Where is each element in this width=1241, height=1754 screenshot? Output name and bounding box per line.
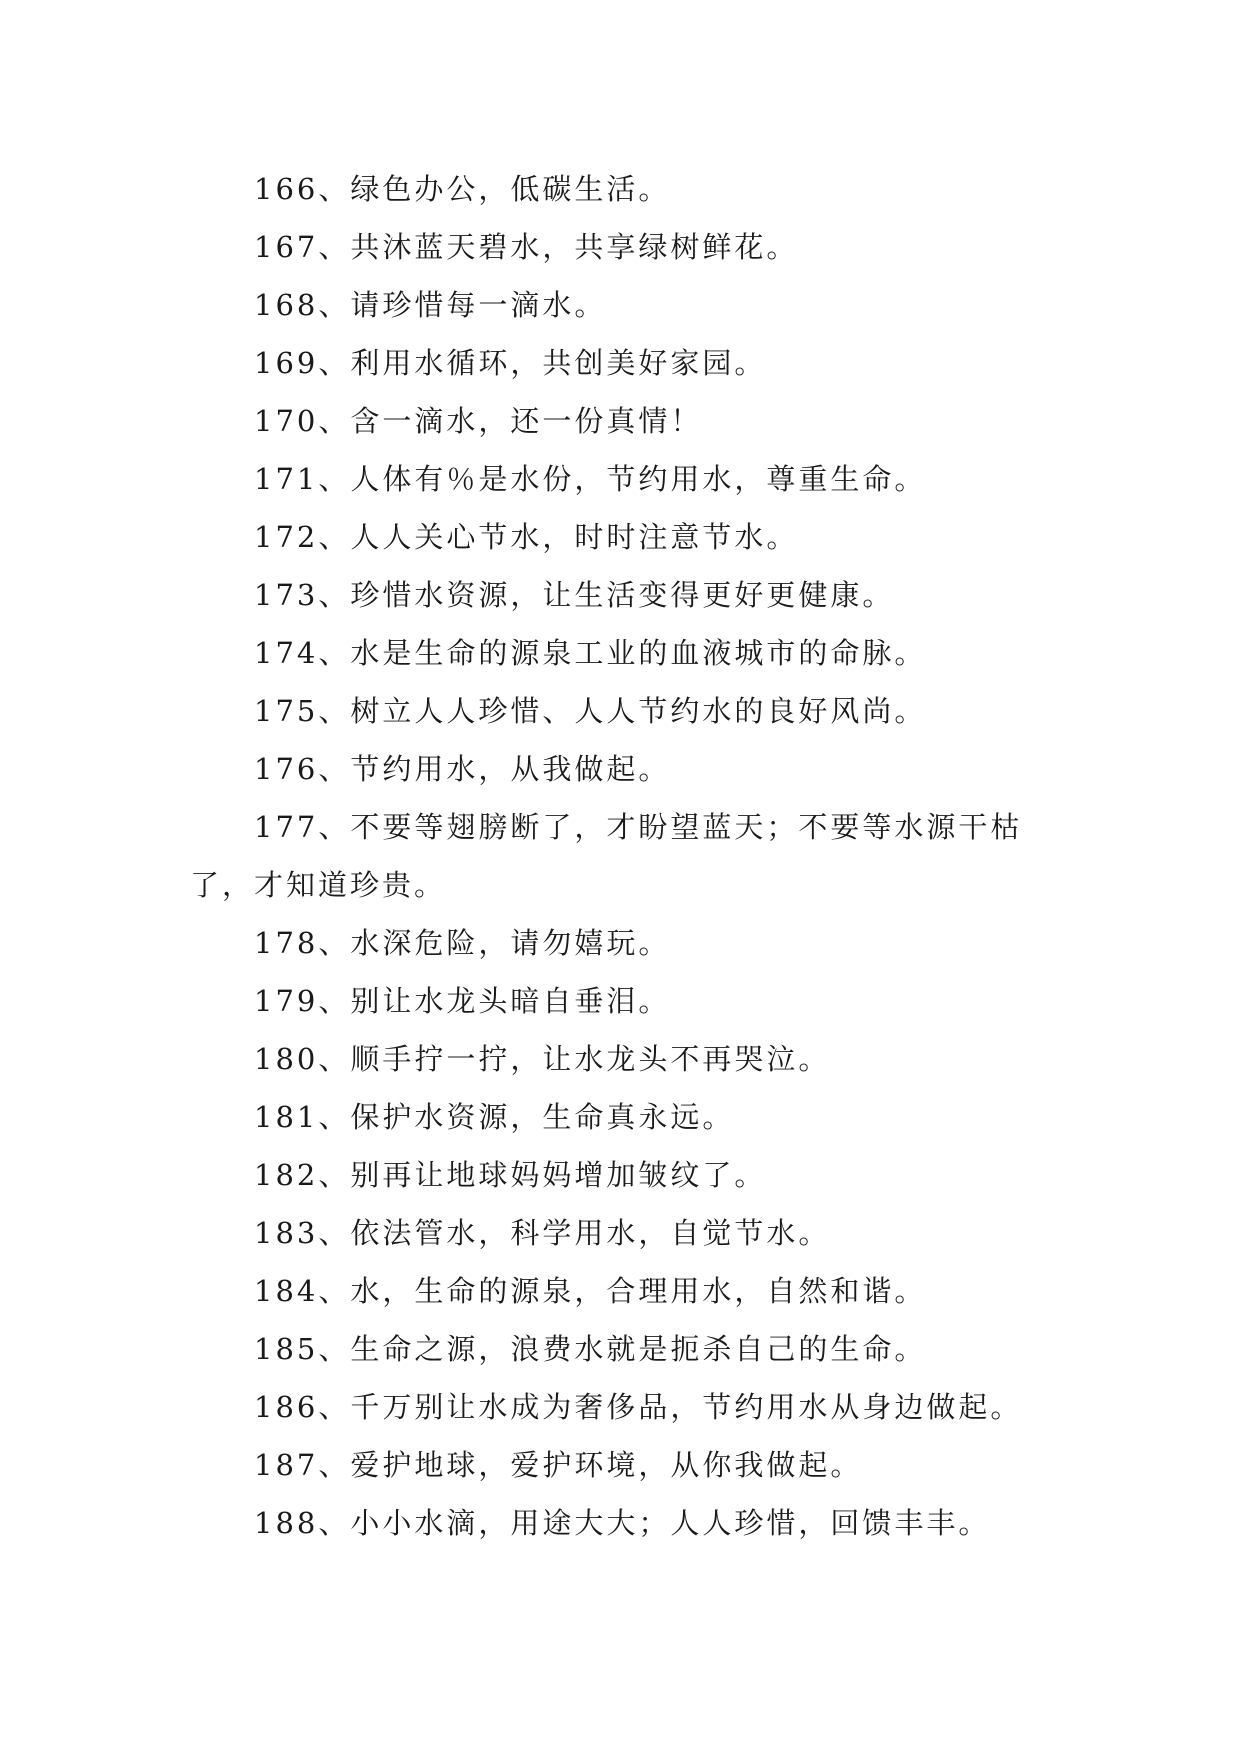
slogan-167: 167、共沐蓝天碧水，共享绿树鲜花。 [254, 230, 799, 264]
slogan-186: 186、千万别让水成为奢侈品，节约用水从身边做起。 [254, 1390, 1023, 1424]
slogan-list [190, 160, 1070, 1552]
slogan-172: 172、人人关心节水，时时注意节水。 [254, 520, 799, 554]
slogan-173: 173、珍惜水资源，让生活变得更好更健康。 [254, 578, 895, 612]
slogan-168: 168、请珍惜每一滴水。 [254, 288, 607, 322]
slogan-176: 176、节约用水，从我做起。 [254, 752, 671, 786]
slogan-174: 174、水是生命的源泉工业的血液城市的命脉。 [254, 636, 927, 670]
slogan-169: 169、利用水循环，共创美好家园。 [254, 346, 767, 380]
slogan-187: 187、爱护地球，爱护环境，从你我做起。 [254, 1448, 863, 1482]
slogan-177: 177、不要等翅膀断了，才盼望蓝天；不要等水源干枯了，才知道珍贵。 [190, 810, 1023, 902]
slogan-184: 184、水，生命的源泉，合理用水，自然和谐。 [254, 1274, 927, 1308]
slogan-178: 178、水深危险，请勿嬉玩。 [254, 926, 671, 960]
slogan-185: 185、生命之源，浪费水就是扼杀自己的生命。 [254, 1332, 927, 1366]
slogan-171: 171、人体有％是水份，节约用水，尊重生命。 [254, 462, 927, 496]
slogan-166: 166、绿色办公，低碳生活。 [254, 172, 671, 206]
slogan-170: 170、含一滴水，还一份真情！ [254, 404, 703, 438]
slogan-181: 181、保护水资源，生命真永远。 [254, 1100, 735, 1134]
slogan-183: 183、依法管水，科学用水，自觉节水。 [254, 1216, 831, 1250]
slogan-175: 175、树立人人珍惜、人人节约水的良好风尚。 [254, 694, 927, 728]
slogan-188: 188、小小水滴，用途大大；人人珍惜，回馈丰丰。 [254, 1506, 991, 1540]
slogan-180: 180、顺手拧一拧，让水龙头不再哭泣。 [254, 1042, 831, 1076]
slogan-182: 182、别再让地球妈妈增加皱纹了。 [254, 1158, 767, 1192]
slogan-179: 179、别让水龙头暗自垂泪。 [254, 984, 671, 1018]
